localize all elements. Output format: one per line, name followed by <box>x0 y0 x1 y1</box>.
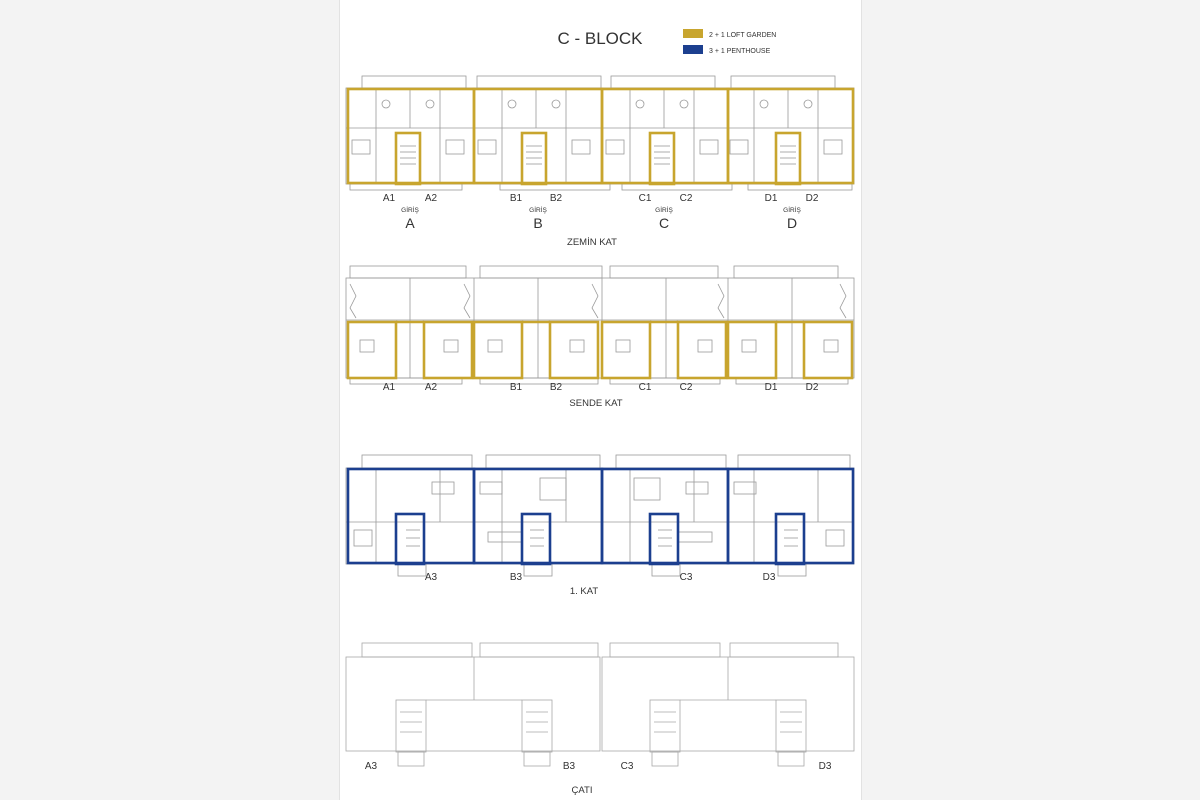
loft-garden-outlines <box>348 322 852 378</box>
floor-name: ZEMİN KAT <box>567 237 617 248</box>
unit-label: B1 <box>509 193 523 204</box>
unit-label: D3 <box>818 761 832 772</box>
entrance-letter: B <box>533 215 543 231</box>
floor-name: 1. KAT <box>569 586 599 597</box>
entrance-letter: A <box>405 215 415 231</box>
legend-label-loft: 2 + 1 LOFT GARDEN <box>709 32 777 39</box>
unit-label: A3 <box>364 761 378 772</box>
drawing-title: C - BLOCK <box>557 29 643 48</box>
legend-swatch-penthouse <box>683 45 703 54</box>
legend-label-penthouse: 3 + 1 PENTHOUSE <box>709 48 771 55</box>
entrance-word: GİRİŞ <box>401 207 419 214</box>
unit-label: D2 <box>805 382 819 393</box>
legend-swatch-loft <box>683 29 703 38</box>
unit-label: C3 <box>679 572 693 583</box>
unit-label: B1 <box>509 382 523 393</box>
floor-name: ÇATI <box>571 785 593 796</box>
entrance-letter: C <box>658 215 670 231</box>
unit-label: B3 <box>509 572 523 583</box>
entrance-word: GİRİŞ <box>655 207 673 214</box>
entrance-letter: D <box>786 215 798 231</box>
unit-label: D2 <box>805 193 819 204</box>
unit-label: C2 <box>679 382 693 393</box>
plan-base-lines <box>346 455 854 576</box>
unit-label: A1 <box>382 382 396 393</box>
unit-labels <box>383 193 819 204</box>
unit-label: A1 <box>382 193 396 204</box>
unit-label: A2 <box>424 193 438 204</box>
unit-label: A3 <box>424 572 438 583</box>
floor-plan-sende <box>346 266 854 409</box>
unit-label: B3 <box>562 761 576 772</box>
drawing-sheet <box>339 0 862 800</box>
unit-label: C1 <box>638 193 652 204</box>
floor-plan-zemin <box>346 76 854 248</box>
plan-base-lines <box>346 643 854 766</box>
entrance-word: GİRİŞ <box>783 207 801 214</box>
unit-labels <box>365 761 832 772</box>
floor-plan-kat1 <box>346 455 854 597</box>
unit-label: B2 <box>549 382 563 393</box>
unit-label: D1 <box>764 193 778 204</box>
loft-garden-outlines <box>348 89 853 184</box>
unit-label: C1 <box>638 382 652 393</box>
unit-label: D3 <box>762 572 776 583</box>
unit-label: D1 <box>764 382 778 393</box>
unit-label: C2 <box>679 193 693 204</box>
entrance-labels <box>401 205 801 231</box>
penthouse-outlines <box>348 469 853 564</box>
floor-plan-drawing <box>340 0 861 800</box>
entrance-word: GİRİŞ <box>529 207 547 214</box>
unit-label: B2 <box>549 193 563 204</box>
plan-base-lines <box>346 266 854 384</box>
floor-name: SENDE KAT <box>569 398 623 409</box>
unit-label: C3 <box>620 761 634 772</box>
unit-labels <box>425 572 776 583</box>
floor-plan-cati <box>346 643 854 796</box>
legend <box>683 29 776 55</box>
unit-label: A2 <box>424 382 438 393</box>
